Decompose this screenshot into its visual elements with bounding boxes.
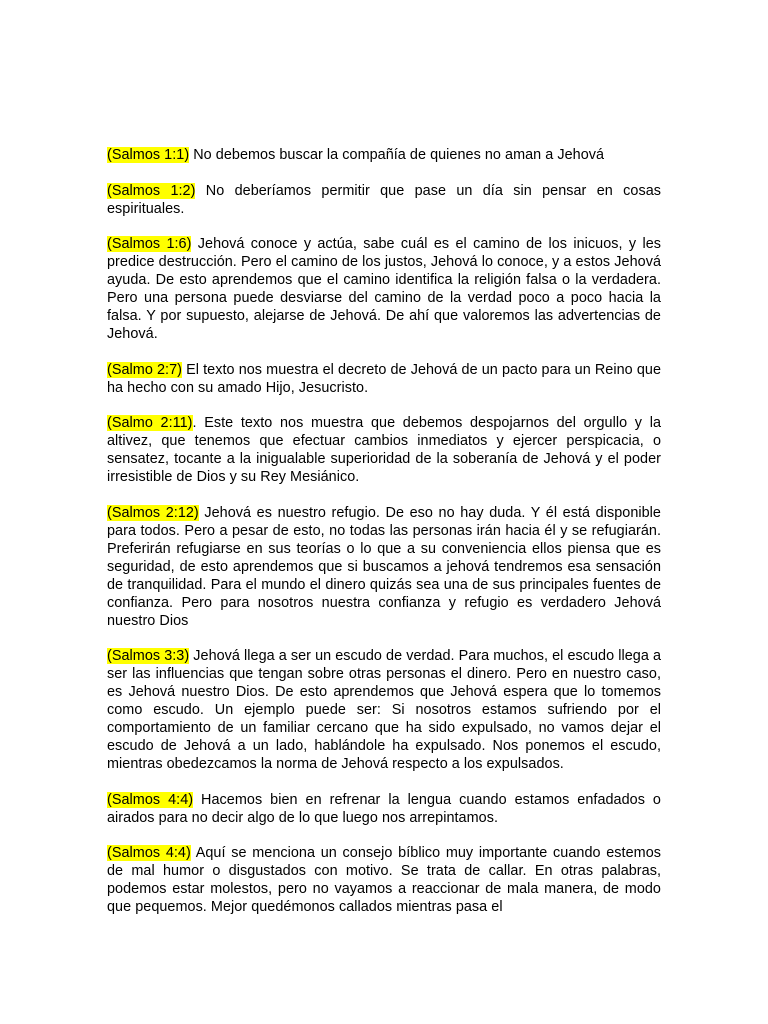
paragraph-salmos-1-2	[107, 182, 661, 218]
scripture-reference: (Salmo 2:7)	[107, 361, 182, 378]
paragraph-text: Jehová conoce y actúa, sabe cuál es el camino de los inicuos, y les predice destrucción. Pero el camino de los justos, Jehová lo conoce, y a estos Jehová ayuda. De esto aprendemos que el camino identifica la religión falsa o la verdadera. Pero una persona puede desviarse del camino de la verdad poco a poco hacia la falsa. Y por supuesto, alejarse de Jehová. De ahí que valoremos las advertencias de Jehová.	[107, 236, 661, 342]
paragraph-salmo-2-7	[107, 361, 661, 397]
paragraph-salmos-4-4-b	[107, 844, 661, 916]
paragraph-text: . Este texto nos muestra que debemos despojarnos del orgullo y la altivez, que tenemos que efectuar cambios inmediatos y ejercer perspicacia, o sensatez, tocante a la inigualable superioridad de la soberanía de Jehová y el poder irresistible de Dios y su Rey Mesiánico.	[107, 415, 661, 485]
paragraph-salmos-3-3	[107, 647, 661, 773]
document-page	[107, 146, 661, 916]
scripture-reference: (Salmos 1:2)	[107, 182, 196, 199]
scripture-reference: (Salmos 1:6)	[107, 236, 192, 252]
paragraph-text: El texto nos muestra el decreto de Jehová de un pacto para un Reino que ha hecho con su amado Hijo, Jesucristo.	[107, 361, 661, 396]
paragraph-text: Jehová es nuestro refugio. De eso no hay duda. Y él está disponible para todos. Pero a pesar de esto, no todas las personas irán hacia él y se refugiarán. Preferirán refugiarse en sus teorías o lo que a su conveniencia ellos piensa que es seguridad, de esto aprendemos que si buscamos a jehová tendremos esa sensación de tranquilidad. Para el mundo el dinero quizás sea una de sus principales fuentes de confianza. Pero para nosotros nuestra confianza y refugio es verdadero Jehová nuestro Dios	[107, 504, 661, 629]
scripture-reference: (Salmos 1:1)	[107, 147, 190, 163]
paragraph-salmos-4-4-a	[107, 791, 661, 827]
paragraph-text: No deberíamos permitir que pase un día sin pensar en cosas espirituales.	[107, 182, 661, 217]
paragraph-text: No debemos buscar la compañía de quienes no aman a Jehová	[189, 147, 605, 163]
paragraph-salmos-1-1	[107, 146, 661, 164]
paragraph-salmo-2-11	[107, 414, 661, 486]
paragraph-text: Aquí se menciona un consejo bíblico muy importante cuando estemos de mal humor o disgustados con motivo. Se trata de callar. En otras palabras, podemos estar molestos, pero no vayamos a reaccionar de mala manera, de modo que pequemos. Mejor quedémonos callados mientras pasa el	[107, 845, 661, 915]
scripture-reference: (Salmos 4:4)	[107, 791, 194, 808]
paragraph-salmos-1-6	[107, 235, 661, 343]
scripture-reference: (Salmos 2:12)	[107, 504, 199, 521]
paragraph-salmos-2-12	[107, 504, 661, 630]
scripture-reference: (Salmo 2:11)	[107, 415, 193, 431]
paragraph-text: Hacemos bien en refrenar la lengua cuando estamos enfadados o airados para no decir algo de lo que luego nos arrepintamos.	[107, 791, 661, 826]
scripture-reference: (Salmos 3:3)	[107, 648, 190, 664]
paragraph-text: Jehová llega a ser un escudo de verdad. Para muchos, el escudo llega a ser las influencias que tengan sobre otras personas el dinero. Pero en nuestro caso, es Jehová nuestro Dios. De esto aprendemos que Jehová espera que lo tomemos como escudo. Un ejemplo puede ser: Si nosotros estamos sufriendo por el comportamiento de un familiar cercano que ha sido expulsado, no vamos dejar el escudo de Jehová a un lado, hablándole ha expulsado. Nos ponemos el escudo, mientras obedezcamos la norma de Jehová respecto a los expulsados.	[107, 648, 661, 772]
scripture-reference: (Salmos 4:4)	[107, 845, 191, 861]
